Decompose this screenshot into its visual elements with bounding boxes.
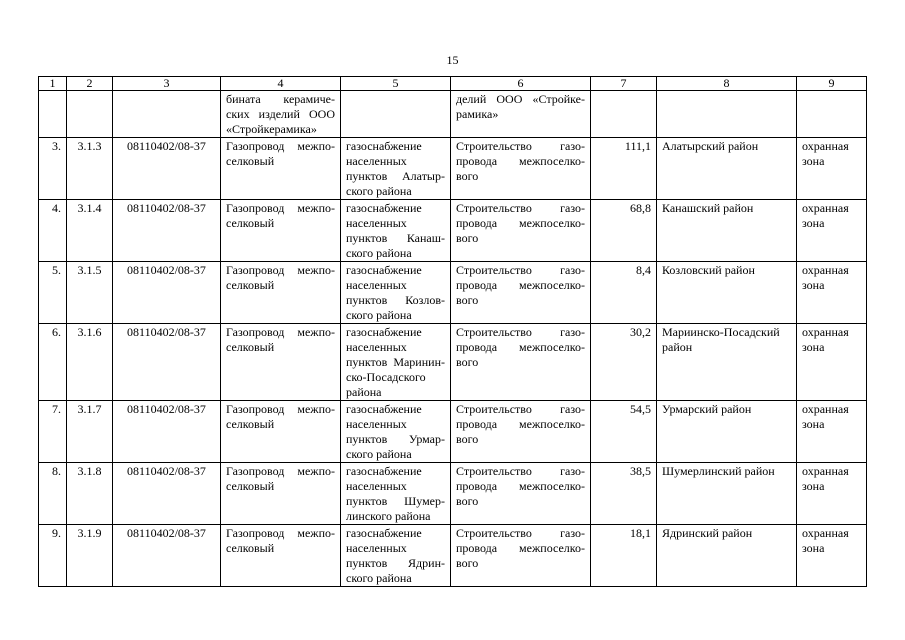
cell-registry: 08110402/08-37 — [113, 525, 221, 587]
cell-line: Строительство газо- — [456, 139, 585, 153]
cell-length: 54,5 — [591, 401, 657, 463]
cell-purpose — [341, 91, 451, 138]
cell-line: линского района — [346, 509, 431, 523]
cell-line: вого — [456, 556, 479, 570]
cell-length: 111,1 — [591, 138, 657, 200]
cell-line: пунктов Маринин- — [346, 355, 445, 369]
cell-district: Шумерлинский район — [657, 463, 797, 525]
cell-line: населенных — [346, 479, 407, 493]
cell-line: населенных — [346, 541, 407, 555]
cell-zone: охранная зона — [797, 463, 867, 525]
cell-line: Газопровод межпо- — [226, 325, 335, 339]
cell-line: Строительство газо- — [456, 263, 585, 277]
cell-code — [67, 91, 113, 138]
column-header: 7 — [591, 77, 657, 91]
cell-purpose — [341, 138, 451, 200]
cell-line: пунктов Урмар- — [346, 432, 445, 446]
cell-line: Газопровод межпо- — [226, 464, 335, 478]
cell-zone: охранная зона — [797, 525, 867, 587]
cell-zone: охранная зона — [797, 324, 867, 401]
cell-line: селковый — [226, 417, 275, 431]
cell-name — [221, 401, 341, 463]
cell-registry — [113, 91, 221, 138]
table-row — [39, 463, 867, 525]
table-row — [39, 138, 867, 200]
cell-line: пунктов Шумер- — [346, 494, 445, 508]
cell-line: провода межпоселко- — [456, 216, 585, 230]
cell-line: ского района — [346, 308, 412, 322]
cell-zone: охранная зона — [797, 401, 867, 463]
cell-line: Газопровод межпо- — [226, 402, 335, 416]
column-header: 2 — [67, 77, 113, 91]
cell-line: Газопровод межпо- — [226, 201, 335, 215]
cell-work — [451, 401, 591, 463]
cell-code: 3.1.6 — [67, 324, 113, 401]
cell-line: Строительство газо- — [456, 526, 585, 540]
cell-code: 3.1.3 — [67, 138, 113, 200]
column-header: 8 — [657, 77, 797, 91]
cell-line: пунктов Канаш- — [346, 231, 445, 245]
cell-line: провода межпоселко- — [456, 340, 585, 354]
cell-name — [221, 262, 341, 324]
cell-line: вого — [456, 494, 479, 508]
cell-line: селковый — [226, 541, 275, 555]
cell-purpose — [341, 200, 451, 262]
cell-line: провода межпоселко- — [456, 479, 585, 493]
cell-line: газоснабжение — [346, 201, 422, 215]
cell-line: селковый — [226, 216, 275, 230]
cell-line: селковый — [226, 479, 275, 493]
cell-length: 68,8 — [591, 200, 657, 262]
cell-district: Козловский район — [657, 262, 797, 324]
cell-number: 5. — [39, 262, 67, 324]
cell-line: ского района — [346, 447, 412, 461]
cell-line: пунктов Алатыр- — [346, 169, 445, 183]
cell-number: 6. — [39, 324, 67, 401]
cell-line: населенных — [346, 417, 407, 431]
cell-line: Газопровод межпо- — [226, 263, 335, 277]
objects-table — [38, 76, 867, 587]
cell-district: Канашский район — [657, 200, 797, 262]
cell-length: 38,5 — [591, 463, 657, 525]
table-row — [39, 262, 867, 324]
cell-zone: охранная зона — [797, 200, 867, 262]
cell-line: вого — [456, 432, 479, 446]
table-row — [39, 324, 867, 401]
cell-code: 3.1.7 — [67, 401, 113, 463]
cell-registry: 08110402/08-37 — [113, 401, 221, 463]
cell-line: провода межпоселко- — [456, 417, 585, 431]
cell-work — [451, 138, 591, 200]
cell-name — [221, 324, 341, 401]
column-header: 3 — [113, 77, 221, 91]
column-header: 4 — [221, 77, 341, 91]
table-header-row — [39, 77, 867, 91]
cell-line: газоснабжение — [346, 325, 422, 339]
cell-line: населенных — [346, 154, 407, 168]
cell-purpose — [341, 401, 451, 463]
cell-zone: охранная зона — [797, 138, 867, 200]
cell-line: ского района — [346, 571, 412, 585]
cell-line: бината керамиче- — [226, 92, 335, 106]
cell-line: «Стройкерамика» — [226, 122, 317, 136]
cell-registry: 08110402/08-37 — [113, 463, 221, 525]
cell-work — [451, 91, 591, 138]
cell-name — [221, 463, 341, 525]
cell-registry: 08110402/08-37 — [113, 200, 221, 262]
cell-line: провода межпоселко- — [456, 154, 585, 168]
cell-registry: 08110402/08-37 — [113, 262, 221, 324]
cell-length: 8,4 — [591, 262, 657, 324]
cell-line: селковый — [226, 278, 275, 292]
table-row — [39, 525, 867, 587]
cell-number: 8. — [39, 463, 67, 525]
cell-line: делий ООО «Стройке- — [456, 92, 585, 106]
cell-code: 3.1.4 — [67, 200, 113, 262]
cell-length — [591, 91, 657, 138]
cell-district: Урмарский район — [657, 401, 797, 463]
cell-work — [451, 200, 591, 262]
cell-number — [39, 91, 67, 138]
cell-line: ского района — [346, 246, 412, 260]
column-header: 5 — [341, 77, 451, 91]
cell-line: вого — [456, 293, 479, 307]
cell-line: пунктов Козлов- — [346, 293, 445, 307]
cell-line: Газопровод межпо- — [226, 526, 335, 540]
cell-purpose — [341, 525, 451, 587]
column-header: 6 — [451, 77, 591, 91]
continuation-row — [39, 91, 867, 138]
cell-purpose — [341, 324, 451, 401]
cell-line: вого — [456, 169, 479, 183]
table-row — [39, 401, 867, 463]
cell-purpose — [341, 463, 451, 525]
cell-line: ских изделий ООО — [226, 107, 335, 121]
cell-district: Ядринский район — [657, 525, 797, 587]
cell-line: района — [346, 385, 382, 399]
cell-line: Строительство газо- — [456, 325, 585, 339]
cell-work — [451, 525, 591, 587]
cell-work — [451, 262, 591, 324]
cell-line: населенных — [346, 278, 407, 292]
column-header: 1 — [39, 77, 67, 91]
cell-registry: 08110402/08-37 — [113, 324, 221, 401]
cell-line: пунктов Ядрин- — [346, 556, 445, 570]
cell-line: населенных — [346, 340, 407, 354]
cell-name — [221, 138, 341, 200]
cell-district: Мариинско-Посадский район — [657, 324, 797, 401]
cell-zone — [797, 91, 867, 138]
cell-line: газоснабжение — [346, 464, 422, 478]
cell-code: 3.1.8 — [67, 463, 113, 525]
cell-line: ско-Посадского — [346, 370, 426, 384]
cell-line: газоснабжение — [346, 263, 422, 277]
cell-line: Строительство газо- — [456, 402, 585, 416]
cell-number: 3. — [39, 138, 67, 200]
cell-line: рамика» — [456, 107, 499, 121]
column-header: 9 — [797, 77, 867, 91]
cell-work — [451, 324, 591, 401]
cell-code: 3.1.9 — [67, 525, 113, 587]
cell-line: провода межпоселко- — [456, 541, 585, 555]
cell-purpose — [341, 262, 451, 324]
cell-name — [221, 525, 341, 587]
cell-number: 9. — [39, 525, 67, 587]
cell-length: 18,1 — [591, 525, 657, 587]
cell-zone: охранная зона — [797, 262, 867, 324]
cell-line: газоснабжение — [346, 402, 422, 416]
cell-line: ского района — [346, 184, 412, 198]
cell-line: населенных — [346, 216, 407, 230]
page-number: 15 — [446, 53, 459, 67]
cell-line: Строительство газо- — [456, 464, 585, 478]
cell-line: Строительство газо- — [456, 201, 585, 215]
cell-line: селковый — [226, 154, 275, 168]
cell-district — [657, 91, 797, 138]
cell-line: газоснабжение — [346, 139, 422, 153]
cell-line: селковый — [226, 340, 275, 354]
cell-line: вого — [456, 355, 479, 369]
cell-name — [221, 91, 341, 138]
cell-name — [221, 200, 341, 262]
table-row — [39, 200, 867, 262]
cell-line: газоснабжение — [346, 526, 422, 540]
cell-line: провода межпоселко- — [456, 278, 585, 292]
cell-number: 7. — [39, 401, 67, 463]
cell-number: 4. — [39, 200, 67, 262]
cell-district: Алатырский район — [657, 138, 797, 200]
cell-work — [451, 463, 591, 525]
cell-line: Газопровод межпо- — [226, 139, 335, 153]
cell-line: вого — [456, 231, 479, 245]
cell-length: 30,2 — [591, 324, 657, 401]
cell-code: 3.1.5 — [67, 262, 113, 324]
cell-registry: 08110402/08-37 — [113, 138, 221, 200]
